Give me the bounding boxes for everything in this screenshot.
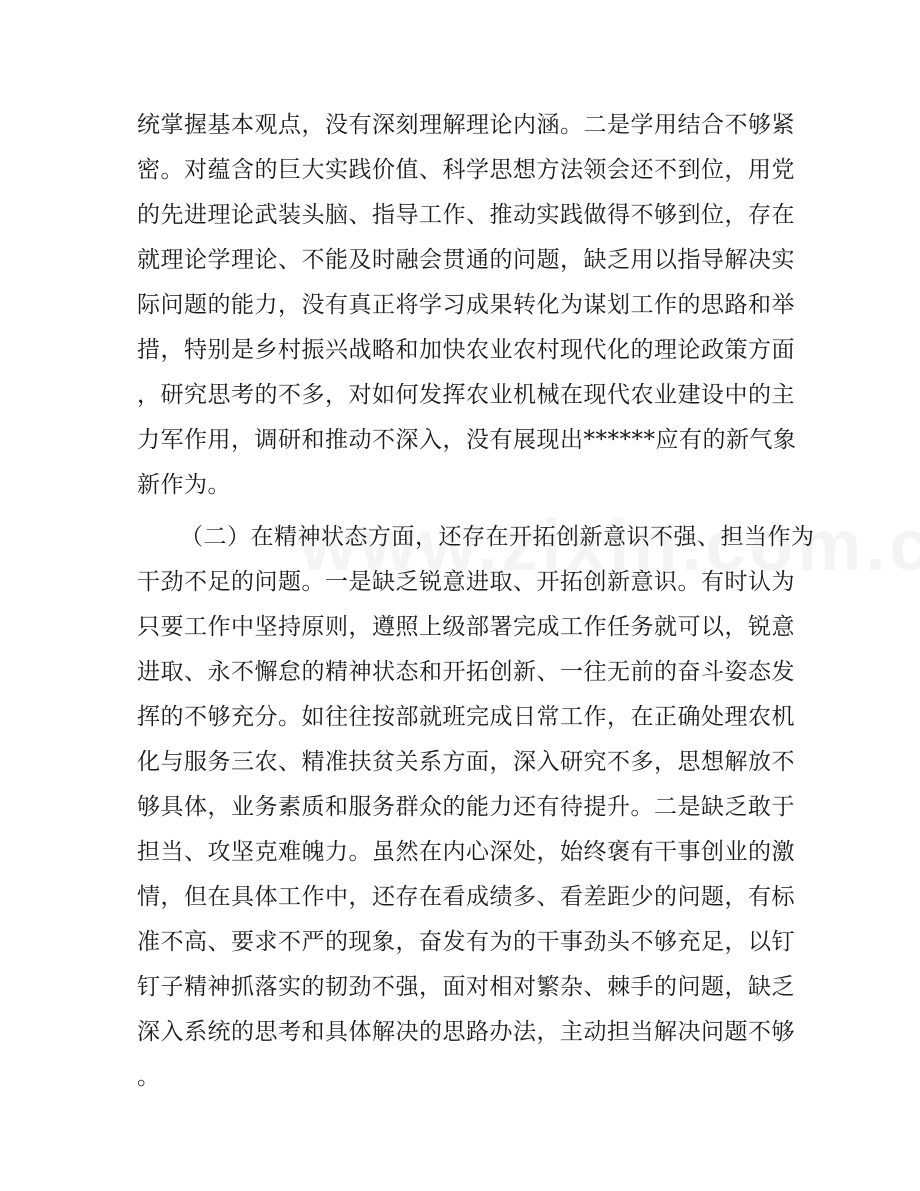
paragraph-line: ，研究思考的不多，对如何发挥农业机械在现代农业建设中的主 (137, 382, 795, 408)
paragraph-line: 就理论学理论、不能及时融会贯通的问题，缺乏用以指导解决实 (137, 247, 795, 273)
paragraph-line: 只要工作中坚持原则，遵照上级部署完成工作任务就可以，锐意 (137, 614, 795, 640)
paragraph-line: （二）在精神状态方面，还存在开拓创新意识不强、担当作为 (180, 524, 815, 550)
paragraph-line: 力军作用，调研和推动不深入，没有展现出******应有的新气象 (137, 427, 797, 453)
paragraph-line: 够具体，业务素质和服务群众的能力还有待提升。二是缺乏敢于 (137, 794, 795, 820)
paragraph-line: 统掌握基本观点，没有深刻理解理论内涵。二是学用结合不够紧 (137, 112, 795, 138)
paragraph-line: 措，特别是乡村振兴战略和加快农业农村现代化的理论政策方面 (137, 337, 795, 363)
paragraph-line: 新作为。 (137, 472, 231, 498)
paragraph-line: 。 (137, 1064, 161, 1090)
paragraph-line: 担当、攻坚克难魄力。虽然在内心深处，始终褒有干事创业的激 (137, 839, 795, 865)
paragraph-line: 深入系统的思考和具体解决的思路办法，主动担当解决问题不够 (137, 1019, 795, 1045)
paragraph-line: 干劲不足的问题。一是缺乏锐意进取、开拓创新意识。有时认为 (137, 569, 795, 595)
paragraph-line: 密。对蕴含的巨大实践价值、科学思想方法领会还不到位，用党 (137, 157, 795, 183)
paragraph-line: 钉子精神抓落实的韧劲不强，面对相对繁杂、棘手的问题，缺乏 (137, 974, 795, 1000)
paragraph-line: 的先进理论武装头脑、指导工作、推动实践做得不够到位，存在 (137, 202, 795, 228)
paragraph-line: 准不高、要求不严的现象，奋发有为的干事劲头不够充足，以钉 (137, 929, 795, 955)
paragraph-line: 情，但在具体工作中，还存在看成绩多、看差距少的问题，有标 (137, 884, 795, 910)
paragraph-line: 际问题的能力，没有真正将学习成果转化为谋划工作的思路和举 (137, 292, 795, 318)
paragraph-line: 挥的不够充分。如往往按部就班完成日常工作，在正确处理农机 (137, 704, 795, 730)
paragraph-line: 进取、永不懈怠的精神状态和开拓创新、一往无前的奋斗姿态发 (137, 659, 795, 685)
paragraph-line: 化与服务三农、精准扶贫关系方面，深入研究不多，思想解放不 (137, 749, 795, 775)
